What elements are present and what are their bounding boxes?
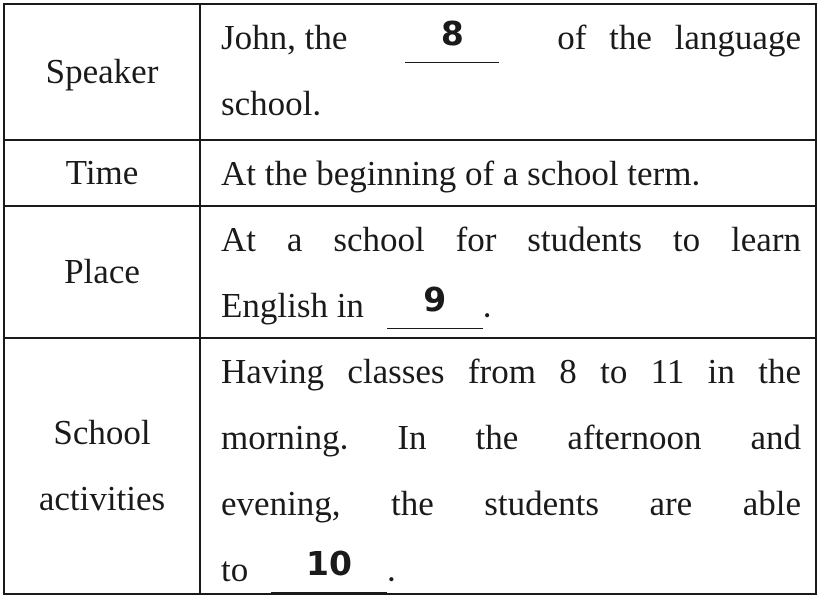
text-line: Having classes from 8 to 11 in the	[221, 352, 801, 391]
text-line: morning. In the afternoon and	[221, 418, 801, 457]
row-label-time: Time	[5, 141, 201, 205]
row-label-line: School	[53, 413, 151, 452]
row-content-place	[201, 207, 815, 337]
text-segment: John, the	[221, 18, 348, 57]
row-label-place: Place	[5, 207, 201, 337]
table-row-place	[5, 205, 815, 337]
table-row-activities	[5, 337, 815, 593]
text-segment: English in	[221, 286, 364, 325]
text-segment: .	[386, 550, 396, 589]
answer-blank-10[interactable]: 10	[271, 544, 387, 593]
text-segment: to	[221, 550, 249, 589]
text-segment: of the language	[557, 18, 801, 57]
row-content-activities	[201, 339, 815, 593]
row-label-activities	[5, 339, 201, 593]
row-content-speaker	[201, 5, 815, 139]
answer-blank-9[interactable]: 9	[387, 280, 483, 329]
row-label-line: activities	[38, 479, 166, 518]
row-content-time	[201, 141, 815, 205]
info-table	[3, 3, 817, 595]
text-line: evening, the students are able	[221, 484, 801, 523]
text-line: school.	[221, 84, 322, 123]
table-row-time	[5, 139, 815, 205]
answer-blank-8[interactable]: 8	[405, 14, 499, 63]
text-line: At the beginning of a school term.	[221, 154, 701, 193]
text-segment: .	[482, 286, 492, 325]
row-label-speaker: Speaker	[5, 5, 201, 139]
table-row-speaker	[5, 5, 815, 139]
text-line: At a school for students to learn	[221, 220, 801, 259]
